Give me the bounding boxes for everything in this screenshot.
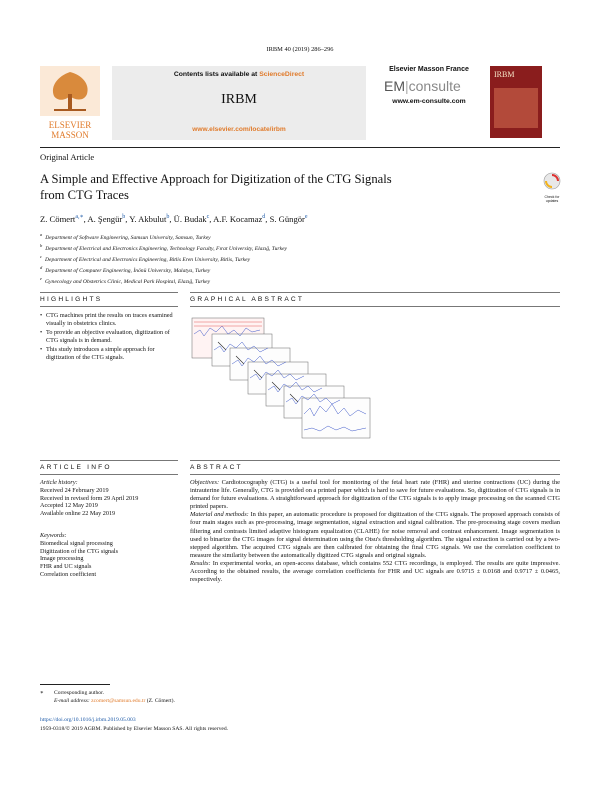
keywords xyxy=(40,532,180,579)
author-name: A. Şengür xyxy=(87,213,123,224)
abstract-bottom-rule xyxy=(190,474,560,475)
article-info-heading: ARTICLE INFO xyxy=(40,464,112,471)
elsevier-tree-icon xyxy=(40,66,100,116)
affiliation-item xyxy=(40,253,560,264)
history-label: Article history: xyxy=(40,479,78,486)
highlights-heading: HIGHLIGHTS xyxy=(40,296,103,303)
author-name: Y. Akbulut xyxy=(129,213,167,224)
email-note xyxy=(54,698,175,705)
check-updates-label: Check for updates xyxy=(544,195,560,203)
author-name: Ü. Budak xyxy=(173,213,207,224)
keywords-list xyxy=(40,540,180,579)
abstract-methods xyxy=(190,511,560,560)
corresponding-text: Corresponding author. xyxy=(54,690,105,696)
keyword-item: Correlation coefficient xyxy=(40,570,97,578)
corresponding-author-note xyxy=(40,690,104,697)
copyright-line: 1959-0318/© 2019 AGBM. Published by Elsevier Masson SAS. All rights reserved. xyxy=(40,726,229,732)
graphical-abstract-heading: GRAPHICAL ABSTRACT xyxy=(190,296,305,303)
article-title-line2: from CTG Traces xyxy=(40,187,129,202)
article-history xyxy=(40,479,180,518)
elsevier-wordmark-line1: ELSEVIER xyxy=(48,120,92,130)
affiliation-item xyxy=(40,264,560,275)
sciencedirect-link[interactable]: ScienceDirect xyxy=(259,71,305,78)
journal-citation: IRBM 40 (2019) 286–296 xyxy=(266,46,334,53)
ga-top-rule xyxy=(190,292,560,293)
affiliation-text: Department of Software Engineering, Samsun University, Samsun, Turkey xyxy=(45,234,211,241)
affiliation-text: Department of Computer Engineering, İnönü University, Malatya, Turkey xyxy=(45,268,211,275)
doi-link[interactable]: https://doi.org/10.1016/j.irbm.2019.05.003 xyxy=(40,717,136,723)
cover-title: IRBM xyxy=(494,70,515,79)
affiliation-marker: c xyxy=(40,254,42,260)
history-item: Accepted 12 May 2019 xyxy=(40,502,98,510)
author-list: Z. Cömert$^{a,∗}$, A. Şengür$^b$, Y. Akbulut$^b$, Ü. Budak$^c$, A.F. Kocamaz$^d$, S. Güngör$^e$ xyxy=(40,213,308,224)
author-affiliation-marker[interactable]: b xyxy=(166,214,170,220)
keyword-item: Biomedical signal processing xyxy=(40,539,113,547)
methods-text: In this paper, an automatic procedure is proposed for digitization of the CTG signals. The proposed approach consists of four main stages such as pre-processing, image segmentation, signal extraction and signal calibration. The pre-processing stage covers median filtering and contrasts limited adaptive histogram equalization (CLAHE) for noise removal and contrast enhancement. Image segmentation is used to binarize the CTG images for signal determination using the Otsu's thresholding algorithm. The signal extraction is carried out by a two-stepped algorithm. The acquired CTG signals are then calibrated for obtaining the final CTG signals. We use the correlation coefficient to measure the similarity between the automatically digitized CTG signals and original signals. xyxy=(190,511,560,559)
publisher-name: Elsevier Masson France xyxy=(389,66,469,73)
abstract-body xyxy=(190,479,560,584)
email-suffix: (Z. Cömert). xyxy=(146,698,175,704)
em-logo-left: EM xyxy=(384,78,405,94)
elsevier-wordmark-line2: MASSON xyxy=(51,130,89,140)
author-name: A.F. Kocamaz xyxy=(213,213,263,224)
graphical-abstract-figure xyxy=(190,312,460,444)
article-info-bottom-rule xyxy=(40,474,178,475)
journal-cover xyxy=(490,66,542,138)
author-affiliation-marker[interactable]: b xyxy=(122,214,126,220)
keyword-item: Digitization of the CTG signals xyxy=(40,547,119,555)
highlight-item: • CTG machines print the results on traces examined visually in obstetrics clinics. xyxy=(46,312,174,327)
highlights-top-rule xyxy=(40,292,178,293)
history-item: Received 24 February 2019 xyxy=(40,486,109,494)
affiliation-marker: a xyxy=(40,232,43,237)
article-info-top-rule xyxy=(40,460,178,461)
article-type: Original Article xyxy=(40,152,95,162)
affiliation-item xyxy=(40,231,560,242)
journal-name: IRBM xyxy=(221,92,257,107)
keyword-item: FHR and UC signals xyxy=(40,563,92,571)
history-item: Available online 22 May 2019 xyxy=(40,510,116,518)
results-label: Results: xyxy=(190,559,211,567)
abstract-objectives xyxy=(190,479,560,511)
journal-header-box xyxy=(112,66,366,140)
ga-bottom-rule xyxy=(190,306,560,307)
abstract-results xyxy=(190,560,560,584)
contents-prefix: Contents lists available at xyxy=(173,71,260,78)
contents-line xyxy=(112,71,366,78)
history-list xyxy=(40,487,180,518)
author-affiliation-marker[interactable]: c xyxy=(206,214,210,220)
article-title xyxy=(40,172,500,203)
history-item: Received in revised form 29 April 2019 xyxy=(40,494,139,502)
corresponding-marker: ∗ xyxy=(40,690,44,696)
highlights-bottom-rule xyxy=(40,306,178,307)
check-for-updates-badge[interactable] xyxy=(542,172,562,203)
author-name: S. Güngör xyxy=(269,213,305,224)
abstract-heading: ABSTRACT xyxy=(190,464,243,471)
affiliation-item xyxy=(40,242,560,253)
methods-label: Material and methods: xyxy=(190,511,249,519)
em-logo-right: consulte xyxy=(408,78,461,94)
email-link[interactable]: zcomert@samsun.edu.tr xyxy=(91,698,146,704)
author-affiliation-marker[interactable]: a,∗ xyxy=(75,214,84,220)
elsevier-logo xyxy=(40,66,100,138)
journal-url[interactable]: www.elsevier.com/locate/irbm xyxy=(192,126,286,133)
affiliation-marker: e xyxy=(40,276,42,282)
ctg-pipeline-illustration xyxy=(190,312,460,444)
affiliation-text: Gynecology and Obstetrics Clinic, Medical Park Hospital, Elazığ, Turkey xyxy=(45,279,211,286)
affiliation-text: Department of Electrical and Electronics Engineering, Bitlis Eren University, Bitlis, Turkey xyxy=(45,256,251,263)
author-affiliation-marker[interactable]: e xyxy=(304,214,308,220)
check-updates-icon xyxy=(542,172,562,190)
header-rule xyxy=(40,147,560,148)
results-text: In experimental works, an open-access database, which contains 552 CTG recordings, is employed. The results are quite impressive. According to the obtained results, the average correlation coefficients for FHR and UC signals are 0.9715 ± 0.0168 and 0.9717 ± 0.0465, respectively. xyxy=(190,559,560,584)
highlight-item: • To provide an objective evaluation, digitization of CTG signals is in demand. xyxy=(46,329,174,344)
footnote-rule xyxy=(40,684,110,685)
keyword-item: Image processing xyxy=(40,555,84,563)
affiliation-text: Department of Electrical and Electronics Engineering, Technology Faculty, Fırat University, Elazığ, Turkey xyxy=(45,245,288,252)
email-label: E-mail address: xyxy=(54,698,90,704)
em-consulte-logo: EM|consulte xyxy=(384,78,461,94)
em-consulte-block xyxy=(374,66,484,140)
author-affiliation-marker[interactable]: d xyxy=(262,214,266,220)
cover-image xyxy=(494,88,538,128)
highlights-list xyxy=(46,312,174,364)
author-name: Z. Cömert xyxy=(40,213,76,224)
keywords-label: Keywords: xyxy=(40,532,67,539)
affiliation-list xyxy=(40,231,560,286)
em-url[interactable]: www.em-consulte.com xyxy=(392,98,466,105)
highlight-item: • This study introduces a simple approach for digitization of the CTG signals. xyxy=(46,346,174,361)
article-title-line1: A Simple and Effective Approach for Digitization of the CTG Signals xyxy=(40,172,392,186)
objectives-text: Cardiotocography (CTG) is a useful tool for monitoring of the fetal heart rate (FHR) and uterine contractions (UC) during the intrauterine life. Generally, CTG is provided on a printed paper which is hard to save for future evaluations. So, digitization of CTG signals is in demand for future evaluations. A straightforward approach for digitization of the CTG signals is to apply image processing on the scanned CTG printed papers. xyxy=(190,479,560,511)
affiliation-marker: d xyxy=(40,265,43,271)
abstract-top-rule xyxy=(190,460,560,461)
affiliation-item xyxy=(40,275,560,286)
objectives-label: Objectives: xyxy=(190,479,220,486)
affiliation-marker: b xyxy=(40,243,43,249)
